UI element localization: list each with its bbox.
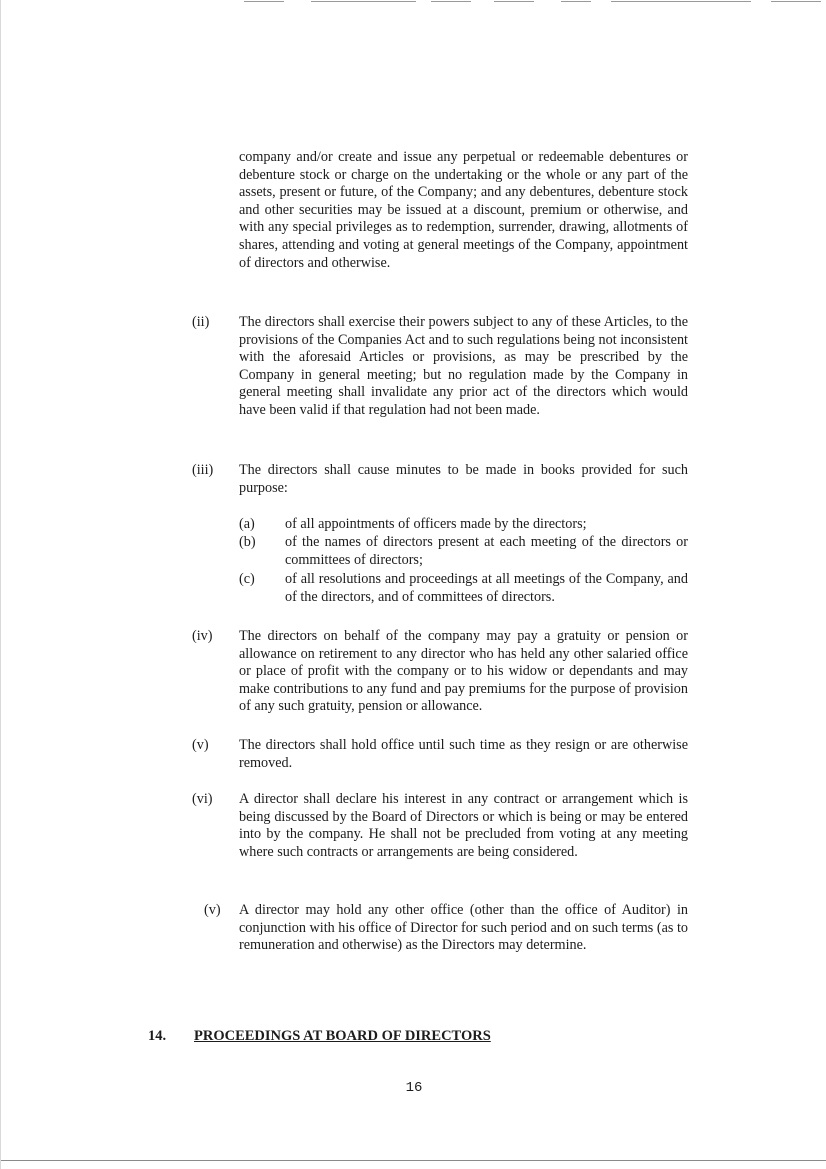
scan-artifact-line [771, 1, 821, 2]
clause-marker: (ii) [192, 314, 210, 330]
scan-artifact-line [311, 1, 416, 2]
clause-text: A director may hold any other office (other than the office of Auditor) in conjunction with his office of Director for such period and on such terms (as to remuneration and otherwise) as the Directors may determine. [239, 902, 688, 954]
subitem-marker: (a) [239, 516, 255, 532]
scan-artifact-line [431, 1, 471, 2]
page-number: 16 [405, 1080, 423, 1096]
subitem-text: of the names of directors present at each meeting of the directors or committees of directors; [285, 534, 688, 568]
clause-text: The directors shall hold office until such time as they resign or are otherwise removed. [239, 737, 688, 771]
clause-text: The directors on behalf of the company may pay a gratuity or pension or allowance on retirement to any director who has held any other salaried office or place of profit with the company or to his widow or dependants and may make contributions to any fund and pay premiums for the purpose of provision of any such gratuity, pension or allowance. [239, 628, 688, 715]
clause-marker: (v) [204, 902, 221, 918]
clause-text: A director shall declare his interest in any contract or arrangement which is being discussed by the Board of Directors or which is being or may be entered into by the company. He shall not be precluded from voting at any meeting where such contracts or arrangements are being considered. [239, 791, 688, 860]
clause-marker: (v) [192, 737, 209, 753]
intro-paragraph: company and/or create and issue any perpetual or redeemable debentures or debenture stock or charge on the undertaking or the whole or any part of the assets, present or future, of the Company; and any debentures, debenture stock and other securities may be issued at a discount, premium or otherwise, and with any special privileges as to redemption, surrender, drawing, allotments of shares, attending and voting at general meetings of the Company, appointment of directors and otherwise. [239, 149, 688, 271]
clause-text: The directors shall exercise their powers subject to any of these Articles, to the provisions of the Companies Act and to such regulations being not inconsistent with the aforesaid Articles or provisions, as may be prescribed by the Company in general meeting; but no regulation made by the Company in general meeting shall invalidate any prior act of the directors which would have been valid if that regulation had not been made. [239, 314, 688, 418]
subitem-text: of all appointments of officers made by the directors; [285, 516, 587, 532]
scan-artifact-line [1, 1160, 826, 1161]
scan-artifact-line [611, 1, 751, 2]
section-heading: PROCEEDINGS AT BOARD OF DIRECTORS [194, 1028, 491, 1044]
scan-artifact-line [494, 1, 534, 2]
subitem-marker: (b) [239, 534, 256, 550]
clause-marker: (iii) [192, 462, 214, 478]
section-number: 14. [148, 1028, 167, 1044]
subitem-marker: (c) [239, 571, 255, 587]
clause-marker: (vi) [192, 791, 213, 807]
scan-artifact-line [244, 1, 284, 2]
clause-marker: (iv) [192, 628, 213, 644]
clause-text: The directors shall cause minutes to be made in books provided for such purpose: [239, 462, 688, 496]
subitem-text: of all resolutions and proceedings at all meetings of the Company, and of the directors, and of committees of directors. [285, 571, 688, 605]
scan-artifact-line [561, 1, 591, 2]
